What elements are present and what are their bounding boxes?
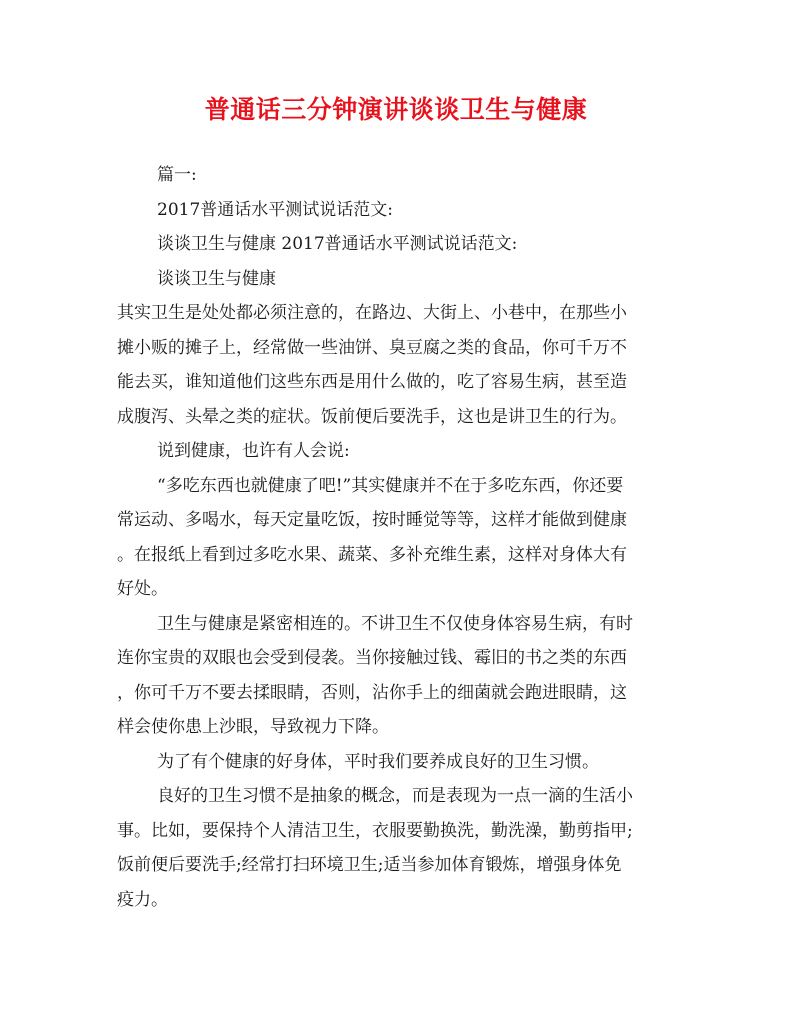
text-line: 样会使你患上沙眼，导致视力下降。 [117,717,389,737]
text-line: 其实卫生是处处都必须注意的，在路边、大街上、小巷中，在那些小 [117,303,627,323]
text-line: 常运动、多喝水，每天定量吃饭，按时睡觉等等，这样才能做到健康 [117,510,627,530]
text-line: 连你宝贵的双眼也会受到侵袭。当你接触过钱、霉旧的书之类的东西 [117,648,627,668]
text-line: 摊小贩的摊子上，经常做一些油饼、臭豆腐之类的食品，你可千万不 [117,337,627,358]
document-title: 普通话三分钟演讲谈谈卫生与健康 [204,95,588,124]
text-line: “多吃东西也就健康了吧!”其实健康并不在于多吃东西，你还要 [157,475,624,496]
text-line: 2017普通话水平测试说话范文: [157,199,393,220]
text-line: 能去买，谁知道他们这些东西是用什么做的，吃了容易生病，甚至造 [117,372,627,392]
text-line: 。在报纸上看到过多吃水果、蔬菜、多补充维生素，这样对身体大有 [117,544,627,565]
text-line: 谈谈卫生与健康 2017普通话水平测试说话范文: [157,234,518,254]
text-line: 良好的卫生习惯不是抽象的概念，而是表现为一点一滴的生活小 [157,786,633,806]
text-line: ，你可千万不要去揉眼睛，否则，沾你手上的细菌就会跑进眼睛，这 [117,682,627,703]
text-line: 事。比如，要保持个人清洁卫生，衣服要勤换洗，勤洗澡，勤剪指甲; [117,820,633,841]
text-line: 成腹泻、头晕之类的症状。饭前便后要洗手，这也是讲卫生的行为。 [117,406,627,427]
text-line: 为了有个健康的好身体，平时我们要养成良好的卫生习惯。 [157,751,599,772]
text-line: 好处。 [117,579,168,599]
text-line: 篇一: [157,165,197,185]
text-line: 饭前便后要洗手;经常打扫环境卫生;适当参加体育锻炼，增强身体免 [117,855,622,875]
text-line: 卫生与健康是紧密相连的。不讲卫生不仅使身体容易生病，有时 [157,613,633,634]
text-line: 疫力。 [117,889,168,910]
text-line: 谈谈卫生与健康 [157,268,276,289]
text-line: 说到健康，也许有人会说: [157,441,350,461]
document-body [117,158,677,917]
